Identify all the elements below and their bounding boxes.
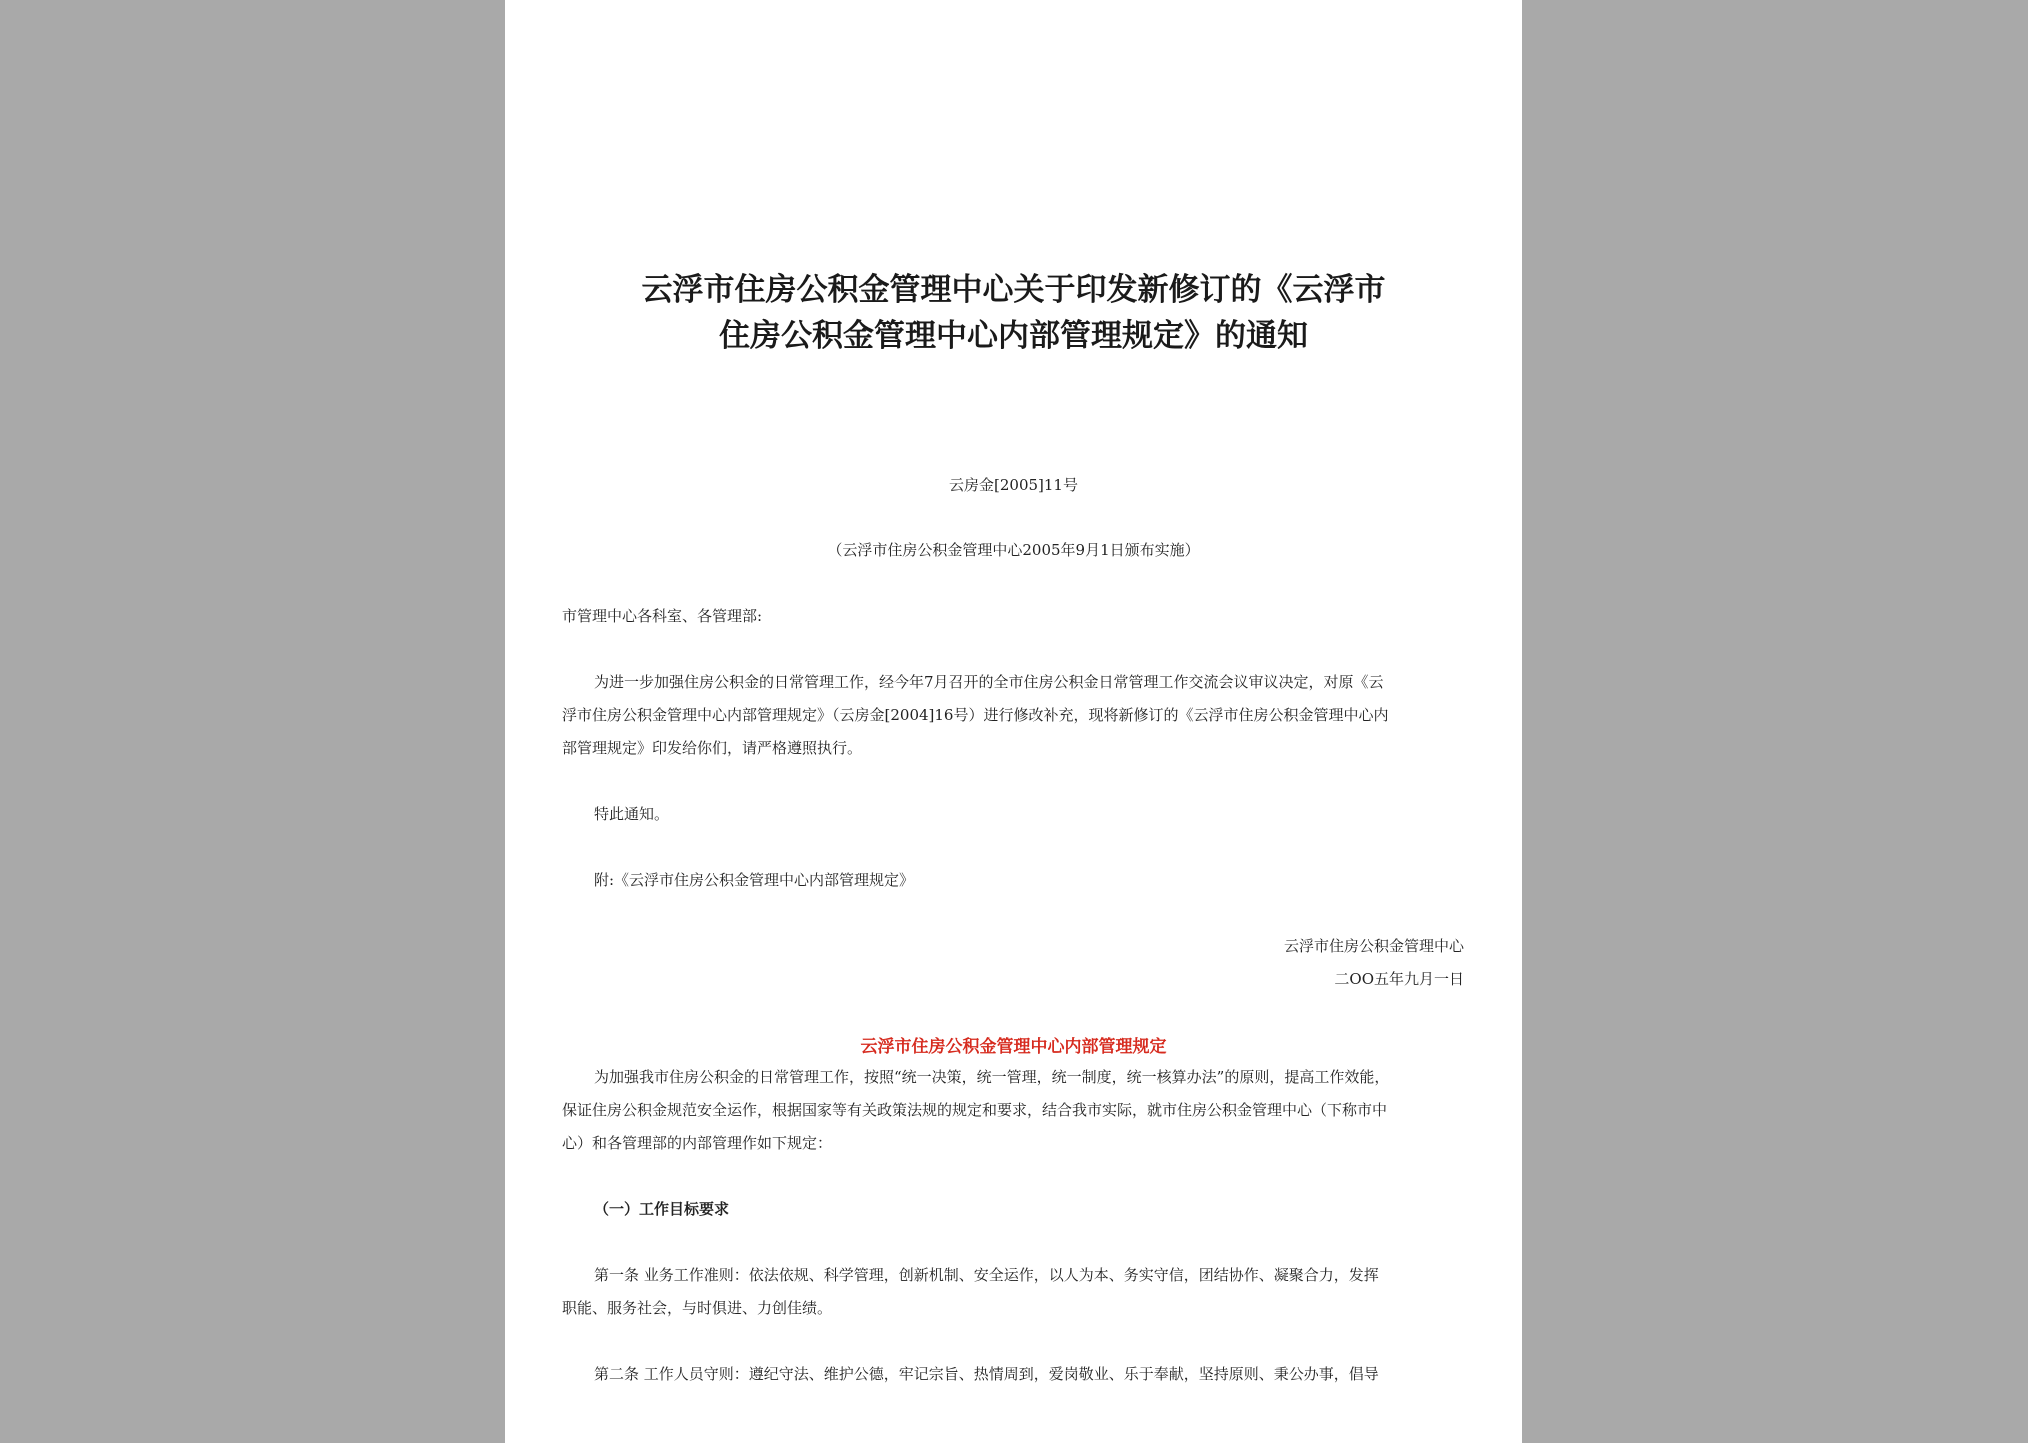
body-paragraph-line: 浮市住房公积金管理中心内部管理规定》（云房金[2004]16号）进行修改补充，现将新修订的《云浮市住房公积金管理中心内	[562, 706, 1389, 724]
article-line: 职能、服务社会，与时俱进、力创佳绩。	[562, 1299, 833, 1317]
regulation-intro-line: 保证住房公积金规范安全运作，根据国家等有关政策法规的规定和要求，结合我市实际，就市住房公积金管理中心（下称市中	[562, 1101, 1388, 1119]
body-paragraph-line: 为进一步加强住房公积金的日常管理工作，经今年7月召开的全市住房公积金日常管理工作交流会议审议决定，对原《云	[594, 673, 1384, 691]
issuance-note: （云浮市住房公积金管理中心2005年9月1日颁布实施）	[827, 541, 1200, 559]
issue-date: 二OO五年九月一日	[1334, 970, 1464, 988]
regulation-heading: 云浮市住房公积金管理中心内部管理规定	[860, 1037, 1167, 1057]
issuer-name: 云浮市住房公积金管理中心	[1283, 937, 1464, 955]
regulation-intro-line: 心）和各管理部的内部管理作如下规定：	[562, 1134, 833, 1152]
article-line: 第一条 业务工作准则：依法依规、科学管理，创新机制、安全运作，以人为本、务实守信，团结协作、凝聚合力，发挥	[594, 1266, 1379, 1284]
document-title-line-2: 住房公积金管理中心内部管理规定》的通知	[719, 318, 1308, 354]
notice-text: 特此通知。	[594, 805, 670, 823]
document-title-line-1: 云浮市住房公积金管理中心关于印发新修订的《云浮市	[641, 272, 1386, 308]
salutation: 市管理中心各科室、各管理部:	[562, 607, 763, 625]
section-heading: （一）工作目标要求	[594, 1200, 730, 1218]
document-number: 云房金[2005]11号	[949, 476, 1078, 494]
body-paragraph-line: 部管理规定》印发给你们，请严格遵照执行。	[562, 739, 863, 757]
attachment-line: 附:《云浮市住房公积金管理中心内部管理规定》	[594, 871, 915, 889]
article-line: 第二条 工作人员守则：遵纪守法、维护公德，牢记宗旨、热情周到，爱岗敬业、乐于奉献，坚持原则、秉公办事，倡导	[594, 1365, 1379, 1383]
document-page	[505, 0, 1522, 1443]
regulation-intro-line: 为加强我市住房公积金的日常管理工作，按照“统一决策，统一管理，统一制度，统一核算办法”的原则，提高工作效能，	[594, 1068, 1390, 1086]
